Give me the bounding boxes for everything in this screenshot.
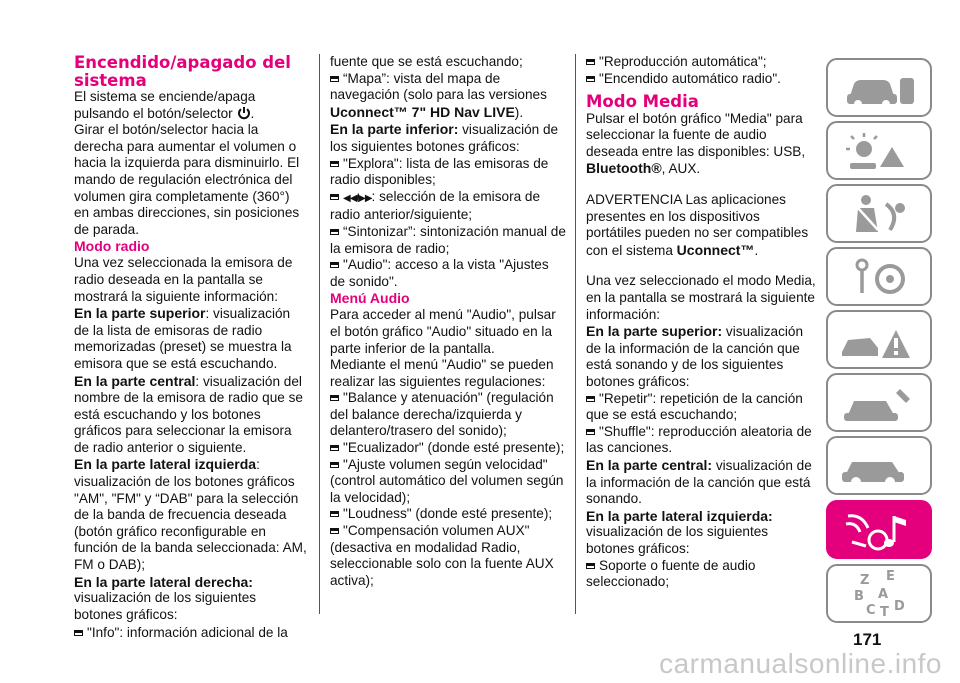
warning-paragraph [586, 192, 818, 259]
index-letter: D [894, 599, 905, 614]
column-divider [319, 54, 320, 614]
list-item [330, 224, 566, 257]
label-center: En la parte central: [586, 456, 713, 473]
paragraph-text: visualización de los siguientes botones gráficos: [330, 122, 559, 154]
paragraph-text: El sistema se enciende/apaga pulsando el botón/selector [74, 89, 256, 121]
car-maintenance-icon [828, 375, 932, 432]
paragraph: Mediante el menú "Audio" se pueden realizar las siguientes regulaciones: [330, 357, 554, 389]
list-item-text: "Compensación volumen AUX" (desactiva en modalidad Radio, seleccionable solo con la fuente AUX activa); [330, 523, 554, 588]
paragraph: visualización de los siguientes botones gráficos: [586, 524, 769, 556]
list-item [330, 156, 566, 189]
list-item [330, 189, 566, 224]
list-item [586, 71, 818, 88]
list-item [586, 54, 818, 71]
bullet-icon [330, 229, 339, 235]
bullet-icon [586, 76, 595, 82]
spacer [586, 259, 818, 273]
prev-next-icon: ◀◀/▶▶ [343, 192, 372, 204]
steering-wheel-key-icon [828, 249, 932, 306]
bluetooth-label: Bluetooth® [586, 160, 662, 177]
multimedia-music-icon [828, 502, 932, 559]
bullet-icon [330, 395, 339, 401]
paragraph-text: : visualización de los botones gráficos "AM", "FM" y “DAB" para la selección de la banda de frecuencia deseada (botón gráfico reconfigurable en función de la banda seleccionada: AM, FM o DAB); [74, 457, 307, 573]
section-title-media: Modo Media [586, 92, 699, 112]
column-3 [586, 54, 818, 591]
paragraph-text: ). [514, 104, 524, 120]
car-specs-icon [828, 438, 932, 495]
list-item-text: "Explora": lista de las emisoras de radio disponibles; [330, 155, 549, 188]
list-item-text: "Info": información adicional de la [87, 625, 288, 641]
list-item [330, 457, 566, 507]
section-title-radio: Modo radio [74, 238, 150, 255]
list-item-text: Soporte o fuente de audio seleccionado; [586, 557, 756, 590]
paragraph [74, 89, 307, 122]
index-letter: C [866, 603, 876, 618]
chapter-tab-maintenance[interactable] [826, 373, 932, 432]
list-item [330, 390, 566, 440]
car-dashboard-icon [828, 60, 932, 117]
chapter-tab-dashboard[interactable] [826, 58, 932, 117]
index-letter: E [886, 569, 895, 584]
list-item-text: "Loudness" (donde esté presente); [343, 506, 553, 522]
list-item-text: : selección de la emisora de radio anterior/siguiente; [330, 188, 541, 223]
paragraph [74, 456, 307, 573]
list-item [330, 440, 566, 457]
chapter-tab-starting[interactable] [826, 247, 932, 306]
paragraph-text: : visualización de la lista de emisoras de radio memorizadas (preset) se muestra la emisora que se está escuchando. [74, 306, 292, 371]
chapter-tab-safety[interactable] [826, 184, 932, 243]
paragraph [330, 104, 566, 122]
list-item [330, 523, 566, 589]
bullet-icon [586, 429, 595, 435]
index-letter: A [878, 587, 889, 602]
list-item [586, 558, 818, 591]
list-item [330, 257, 566, 290]
paragraph-text: , AUX. [661, 161, 701, 177]
list-item-text: "Shuffle": reproducción aleatoria de las canciones. [586, 423, 812, 456]
paragraph: fuente que se está escuchando; [330, 54, 523, 69]
label-right: En la parte lateral derecha: [74, 573, 253, 590]
paragraph: Girar el botón/selector hacia la derecha para aumentar el volumen o hacia la izquierda para disminuirlo. El mando de regulación electrónica del volumen gira completamente (360°) en ambas direcciones, sin posiciones de parada. [74, 122, 300, 237]
paragraph [586, 457, 818, 508]
list-item-text: "Ecualizador" (donde esté presente); [343, 440, 565, 456]
bullet-icon [586, 396, 595, 402]
paragraph: Una vez seleccionado el modo Media, en la pantalla se mostrará la siguiente información: [586, 273, 816, 322]
list-item [74, 625, 307, 642]
bullet-icon [586, 563, 595, 569]
car-crash-warning-icon [828, 312, 932, 369]
seatbelt-airbag-icon [828, 186, 932, 243]
column-2 [330, 54, 566, 589]
chapter-tab-specs[interactable] [826, 436, 932, 495]
list-item-text: "Ajuste volumen según velocidad" (control automático del volumen según la velocidad); [330, 456, 564, 505]
paragraph-text: . [754, 242, 759, 258]
paragraph-text: visualización de la información de la canción que está sonando y de los siguientes botones gráficos: [586, 324, 804, 389]
paragraph-text: Pulsar el botón gráfico "Media" para seleccionar la fuente de audio deseada entre las disponibles: USB, [586, 110, 806, 159]
paragraph-text: . [250, 105, 255, 121]
index-letter: T [880, 605, 889, 620]
column-divider [575, 54, 576, 614]
list-item-text: "Audio": acceso a la vista "Ajustes de sonido". [330, 257, 549, 289]
bullet-icon [330, 76, 339, 82]
label-lower: En la parte inferior: [330, 121, 459, 138]
paragraph [586, 323, 818, 390]
bullet-icon [330, 161, 339, 167]
list-item [586, 424, 818, 457]
list-item-text: "Encendido automático radio". [599, 70, 781, 86]
paragraph [74, 373, 307, 457]
paragraph: Una vez seleccionada la emisora de radio deseada en la pantalla se mostrará la siguiente información: [74, 255, 293, 304]
product-name: Uconnect™ 7" HD Nav LIVE [330, 103, 515, 120]
bullet-icon [330, 511, 339, 517]
paragraph: visualización de los siguientes botones gráficos: [74, 590, 257, 622]
spacer [586, 178, 818, 192]
label-left: En la parte lateral izquierda [74, 456, 257, 473]
product-name: Uconnect™ [676, 241, 755, 258]
list-item [330, 71, 566, 104]
chapter-tab-warning-lights[interactable] [826, 121, 932, 180]
label-upper: En la parte superior [74, 305, 206, 322]
page-number: 171 [853, 630, 882, 649]
paragraph-text: : visualización del nombre de la emisora de radio que se está escuchando y los botones gráficos para seleccionar la emisora de radio anterior o siguiente. [74, 373, 303, 455]
paragraph [330, 121, 566, 155]
list-item [330, 506, 566, 523]
paragraph [586, 111, 818, 178]
label-left: En la parte lateral izquierda: [586, 507, 773, 524]
chapter-tab-index[interactable] [826, 564, 932, 623]
list-item-text: "Reproducción automática"; [599, 54, 767, 69]
bullet-icon [330, 445, 339, 451]
list-item-text: "Balance y atenuación" (regulación del balance derecha/izquierda y delantero/trasero del sonido); [330, 390, 554, 439]
paragraph: Para acceder al menú "Audio", pulsar el botón gráfico "Audio" situado en la parte inferior de la pantalla. [330, 307, 556, 356]
label-upper: En la parte superior: [586, 323, 723, 340]
list-item-text: “Sintonizar”: sintonización manual de la emisora de radio; [330, 223, 566, 256]
bullet-icon [74, 630, 83, 636]
alphabet-index-icon [828, 566, 932, 623]
power-icon [237, 106, 251, 120]
section-title-audio-menu: Menú Audio [330, 290, 410, 307]
list-item [586, 391, 818, 424]
list-item-text: "Repetir": repetición de la canción que se está escuchando; [586, 390, 803, 423]
index-letter: Z [860, 573, 870, 588]
chapter-tab-multimedia[interactable] [826, 500, 932, 559]
bullet-icon [330, 194, 339, 200]
watermark: carmanualsonline.info [659, 648, 942, 679]
paragraph-text: ADVERTENCIA Las aplicaciones presentes en los dispositivos portátiles pueden no ser compatibles con el sistema [586, 192, 809, 258]
list-item-text: “Mapa”: vista del mapa de navegación (solo para las versiones [330, 70, 547, 103]
paragraph-text: visualización de la información de la canción que está sonando. [586, 457, 812, 507]
warning-lights-icon [828, 123, 932, 180]
bullet-icon [330, 262, 339, 268]
paragraph [74, 305, 307, 372]
bullet-icon [330, 528, 339, 534]
index-letter: B [854, 589, 864, 604]
label-center: En la parte central [74, 372, 196, 389]
chapter-tab-emergency[interactable] [826, 310, 932, 369]
bullet-icon [330, 462, 339, 468]
column-1 [74, 54, 307, 642]
bullet-icon [586, 59, 595, 65]
section-title-power: Encendido/apagado del sistema [74, 53, 291, 90]
